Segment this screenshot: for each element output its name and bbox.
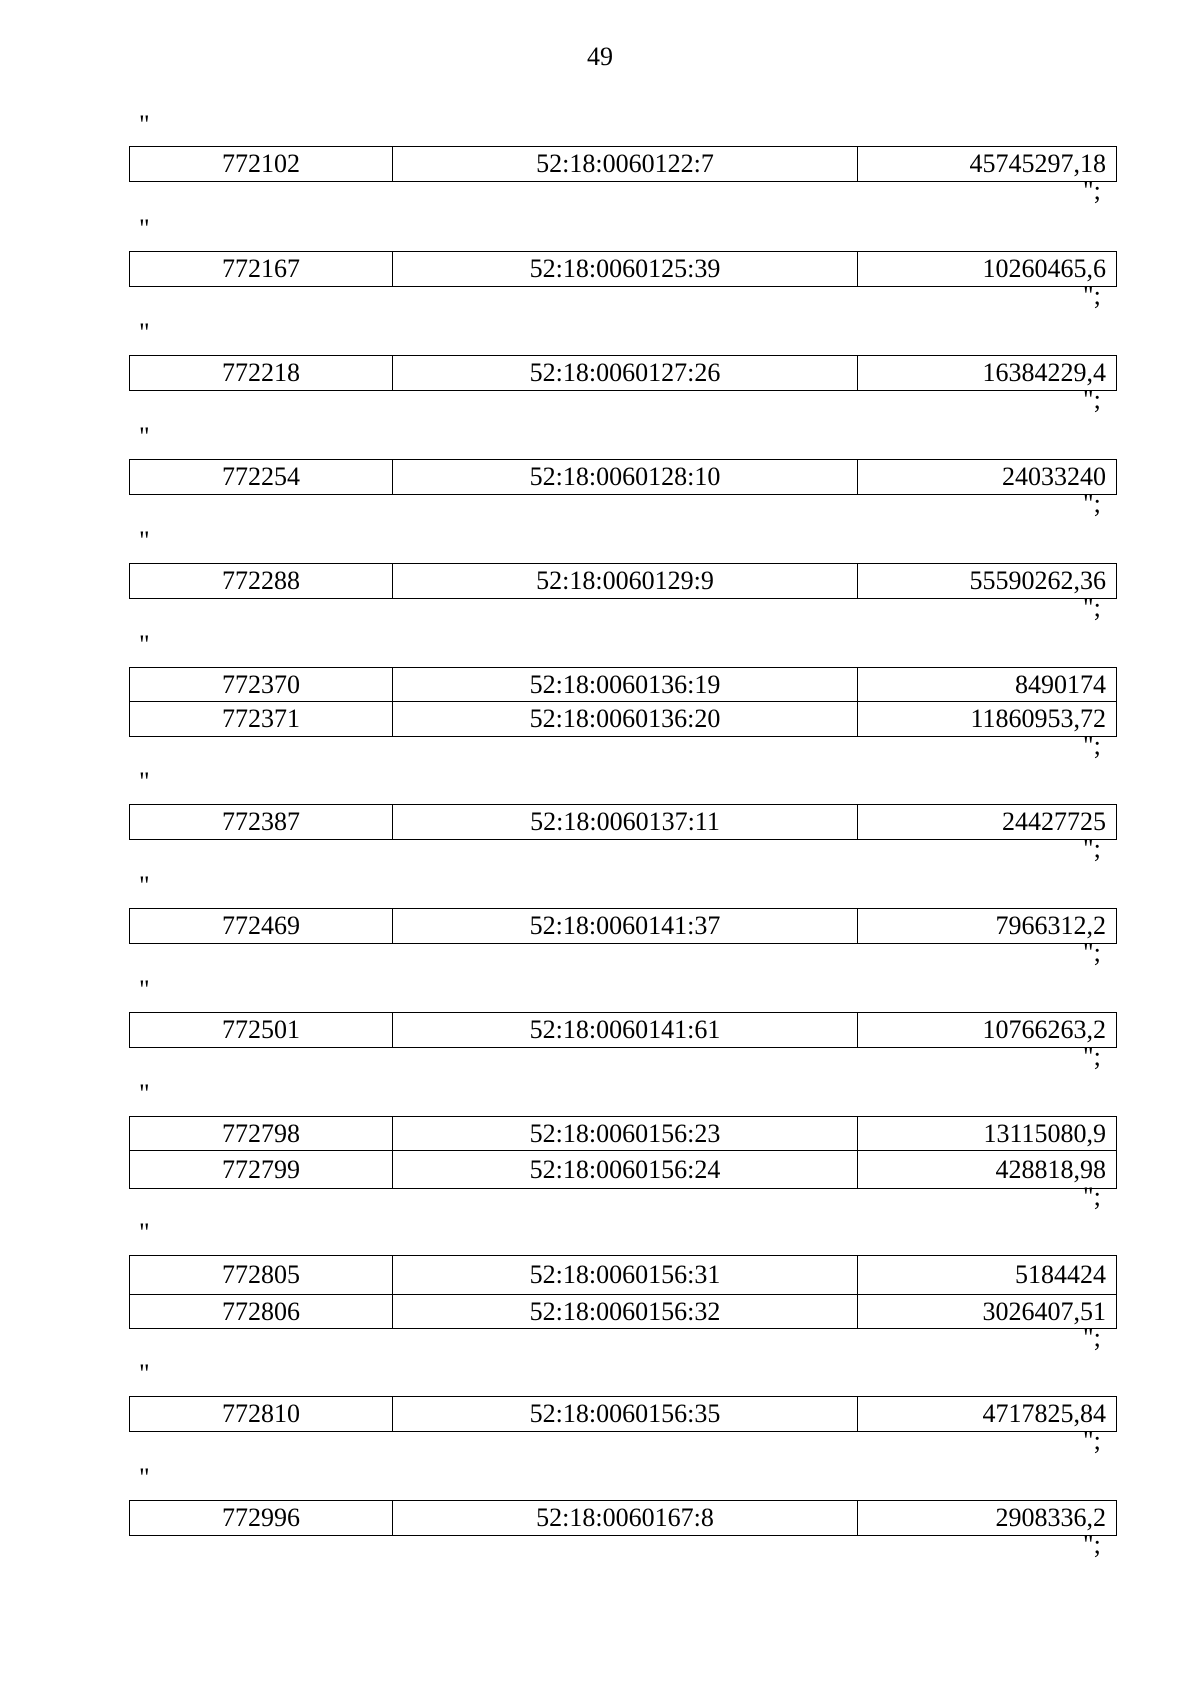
opening-quote-mark: " — [139, 767, 150, 796]
closing-quote-mark: "; — [1083, 176, 1101, 205]
cadastral-number-cell: 52:18:0060137:11 — [393, 805, 858, 840]
record-number-cell: 772799 — [130, 1151, 393, 1189]
table-row — [130, 1013, 1117, 1048]
record-number-cell: 772469 — [130, 909, 393, 944]
opening-quote-mark: " — [139, 1079, 150, 1108]
closing-quote-mark: "; — [1083, 593, 1101, 622]
cadastral-number-cell: 52:18:0060167:8 — [393, 1501, 858, 1536]
cadastral-value-cell: 10260465,6 — [858, 252, 1117, 287]
record-number-cell: 772387 — [130, 805, 393, 840]
closing-quote-mark: "; — [1083, 834, 1101, 863]
closing-quote-mark: "; — [1083, 1426, 1101, 1455]
cadastral-number-cell: 52:18:0060156:32 — [393, 1295, 858, 1329]
cadastral-value-cell: 2908336,2 — [858, 1501, 1117, 1536]
opening-quote-mark: " — [139, 871, 150, 900]
data-table — [129, 908, 1117, 944]
cadastral-number-cell: 52:18:0060156:23 — [393, 1117, 858, 1151]
record-number-cell: 772810 — [130, 1397, 393, 1432]
cadastral-number-cell: 52:18:0060156:31 — [393, 1256, 858, 1295]
table-row — [130, 147, 1117, 182]
data-table — [129, 804, 1117, 840]
page-number: 49 — [587, 42, 613, 71]
data-table — [129, 563, 1117, 599]
record-number-cell: 772254 — [130, 460, 393, 495]
cadastral-value-cell: 3026407,51 — [858, 1295, 1117, 1329]
table-row — [130, 252, 1117, 287]
record-number-cell: 772218 — [130, 356, 393, 391]
closing-quote-mark: "; — [1083, 281, 1101, 310]
closing-quote-mark: "; — [1083, 1530, 1101, 1559]
record-number-cell: 772167 — [130, 252, 393, 287]
table-row — [130, 702, 1117, 737]
cadastral-number-cell: 52:18:0060128:10 — [393, 460, 858, 495]
cadastral-value-cell: 16384229,4 — [858, 356, 1117, 391]
record-number-cell: 772102 — [130, 147, 393, 182]
record-number-cell: 772806 — [130, 1295, 393, 1329]
cadastral-value-cell: 24033240 — [858, 460, 1117, 495]
table-row — [130, 1117, 1117, 1151]
cadastral-value-cell: 428818,98 — [858, 1151, 1117, 1189]
cadastral-number-cell: 52:18:0060125:39 — [393, 252, 858, 287]
closing-quote-mark: "; — [1083, 1323, 1101, 1352]
table-row — [130, 909, 1117, 944]
cadastral-number-cell: 52:18:0060141:61 — [393, 1013, 858, 1048]
closing-quote-mark: "; — [1083, 731, 1101, 760]
opening-quote-mark: " — [139, 1463, 150, 1492]
closing-quote-mark: "; — [1083, 489, 1101, 518]
data-table — [129, 355, 1117, 391]
cadastral-value-cell: 10766263,2 — [858, 1013, 1117, 1048]
record-number-cell: 772370 — [130, 668, 393, 702]
data-table — [129, 251, 1117, 287]
cadastral-value-cell: 11860953,72 — [858, 702, 1117, 737]
opening-quote-mark: " — [139, 526, 150, 555]
data-table — [129, 1500, 1117, 1536]
data-table — [129, 146, 1117, 182]
table-row — [130, 1256, 1117, 1295]
data-table — [129, 1255, 1117, 1329]
closing-quote-mark: "; — [1083, 1182, 1101, 1211]
opening-quote-mark: " — [139, 1359, 150, 1388]
data-table — [129, 1396, 1117, 1432]
record-number-cell: 772996 — [130, 1501, 393, 1536]
cadastral-value-cell: 55590262,36 — [858, 564, 1117, 599]
table-row — [130, 564, 1117, 599]
data-table — [129, 459, 1117, 495]
data-table — [129, 1012, 1117, 1048]
cadastral-number-cell: 52:18:0060136:19 — [393, 668, 858, 702]
cadastral-value-cell: 24427725 — [858, 805, 1117, 840]
cadastral-value-cell: 45745297,18 — [858, 147, 1117, 182]
opening-quote-mark: " — [139, 1218, 150, 1247]
cadastral-value-cell: 7966312,2 — [858, 909, 1117, 944]
cadastral-value-cell: 4717825,84 — [858, 1397, 1117, 1432]
table-row — [130, 1295, 1117, 1329]
opening-quote-mark: " — [139, 975, 150, 1004]
cadastral-value-cell: 8490174 — [858, 668, 1117, 702]
opening-quote-mark: " — [139, 422, 150, 451]
table-row — [130, 1501, 1117, 1536]
cadastral-number-cell: 52:18:0060127:26 — [393, 356, 858, 391]
table-row — [130, 460, 1117, 495]
cadastral-number-cell: 52:18:0060156:24 — [393, 1151, 858, 1189]
cadastral-number-cell: 52:18:0060156:35 — [393, 1397, 858, 1432]
table-row — [130, 668, 1117, 702]
cadastral-number-cell: 52:18:0060136:20 — [393, 702, 858, 737]
table-row — [130, 805, 1117, 840]
cadastral-number-cell: 52:18:0060129:9 — [393, 564, 858, 599]
opening-quote-mark: " — [139, 318, 150, 347]
cadastral-number-cell: 52:18:0060141:37 — [393, 909, 858, 944]
opening-quote-mark: " — [139, 214, 150, 243]
opening-quote-mark: " — [139, 630, 150, 659]
cadastral-value-cell: 5184424 — [858, 1256, 1117, 1295]
record-number-cell: 772798 — [130, 1117, 393, 1151]
record-number-cell: 772371 — [130, 702, 393, 737]
data-table — [129, 1116, 1117, 1189]
cadastral-value-cell: 13115080,9 — [858, 1117, 1117, 1151]
cadastral-number-cell: 52:18:0060122:7 — [393, 147, 858, 182]
table-row — [130, 356, 1117, 391]
closing-quote-mark: "; — [1083, 938, 1101, 967]
table-row — [130, 1151, 1117, 1189]
record-number-cell: 772805 — [130, 1256, 393, 1295]
record-number-cell: 772501 — [130, 1013, 393, 1048]
data-table — [129, 667, 1117, 737]
opening-quote-mark: " — [139, 110, 150, 139]
closing-quote-mark: "; — [1083, 385, 1101, 414]
closing-quote-mark: "; — [1083, 1042, 1101, 1071]
table-row — [130, 1397, 1117, 1432]
record-number-cell: 772288 — [130, 564, 393, 599]
